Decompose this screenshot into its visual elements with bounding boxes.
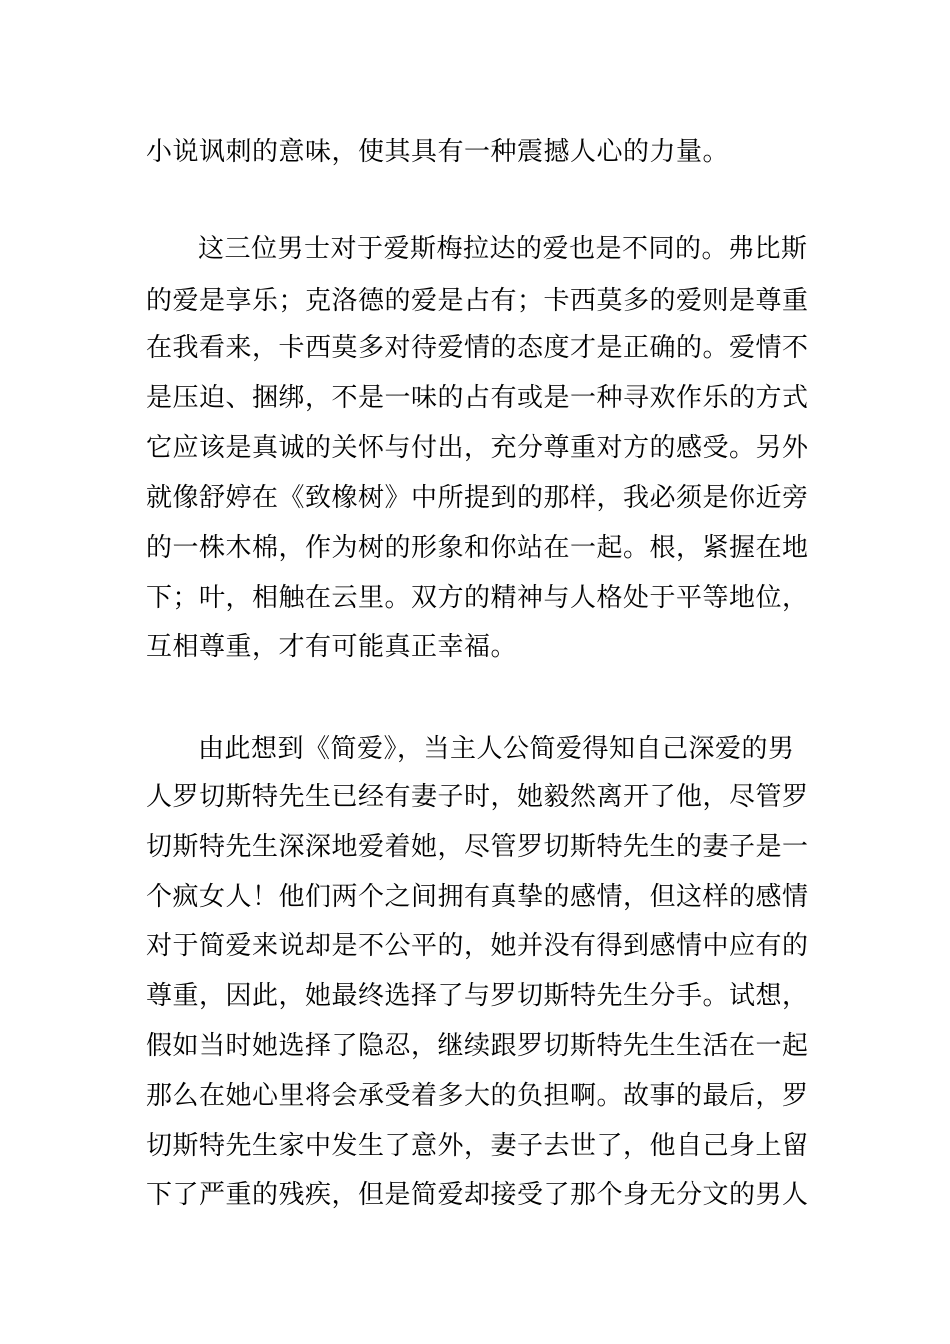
paragraph-2-line-6: 就像舒婷在《致橡树》中所提到的那样，我必须是你近旁 (146, 483, 809, 513)
paragraph-3-line-3: 切斯特先生深深地爱着她，尽管罗切斯特先生的妻子是一 (146, 832, 809, 862)
paragraph-3-line-4: 个疯女人！他们两个之间拥有真挚的感情，但这样的感情 (146, 882, 809, 912)
paragraph-3-line-2: 人罗切斯特先生已经有妻子时，她毅然离开了他，尽管罗 (146, 782, 809, 812)
paragraph-2-line-8: 下；叶，相触在云里。双方的精神与人格处于平等地位， (146, 583, 809, 613)
paragraph-3-line-8: 那么在她心里将会承受着多大的负担啊。故事的最后，罗 (146, 1081, 809, 1111)
paragraph-2-line-4: 是压迫、捆绑，不是一味的占有或是一种寻欢作乐的方式 (146, 383, 809, 413)
paragraph-3-line-5: 对于简爱来说却是不公平的，她并没有得到感情中应有的 (146, 931, 809, 961)
paragraph-3-line-6: 尊重，因此，她最终选择了与罗切斯特先生分手。试想， (146, 981, 809, 1011)
paragraph-1-line-1: 小说讽刺的意味，使其具有一种震撼人心的力量。 (146, 137, 730, 167)
paragraph-3-line-9: 切斯特先生家中发生了意外，妻子去世了，他自己身上留 (146, 1131, 809, 1161)
paragraph-2-line-5: 它应该是真诚的关怀与付出，充分尊重对方的感受。另外 (146, 433, 809, 463)
paragraph-3-line-1: 由此想到《简爱》，当主人公简爱得知自己深爱的男 (198, 734, 795, 764)
paragraph-3-line-10: 下了严重的残疾，但是简爱却接受了那个身无分文的男人 (146, 1180, 809, 1210)
paragraph-2-line-9: 互相尊重，才有可能真正幸福。 (146, 632, 518, 662)
paragraph-2-line-1: 这三位男士对于爱斯梅拉达的爱也是不同的。弗比斯 (198, 234, 808, 264)
paragraph-2-line-7: 的一株木棉，作为树的形象和你站在一起。根，紧握在地 (146, 533, 809, 563)
paragraph-2-line-3: 在我看来，卡西莫多对待爱情的态度才是正确的。爱情不 (146, 333, 809, 363)
paragraph-3-line-7: 假如当时她选择了隐忍，继续跟罗切斯特先生生活在一起 (146, 1031, 809, 1061)
paragraph-2-line-2: 的爱是享乐；克洛德的爱是占有；卡西莫多的爱则是尊重 (146, 286, 809, 316)
